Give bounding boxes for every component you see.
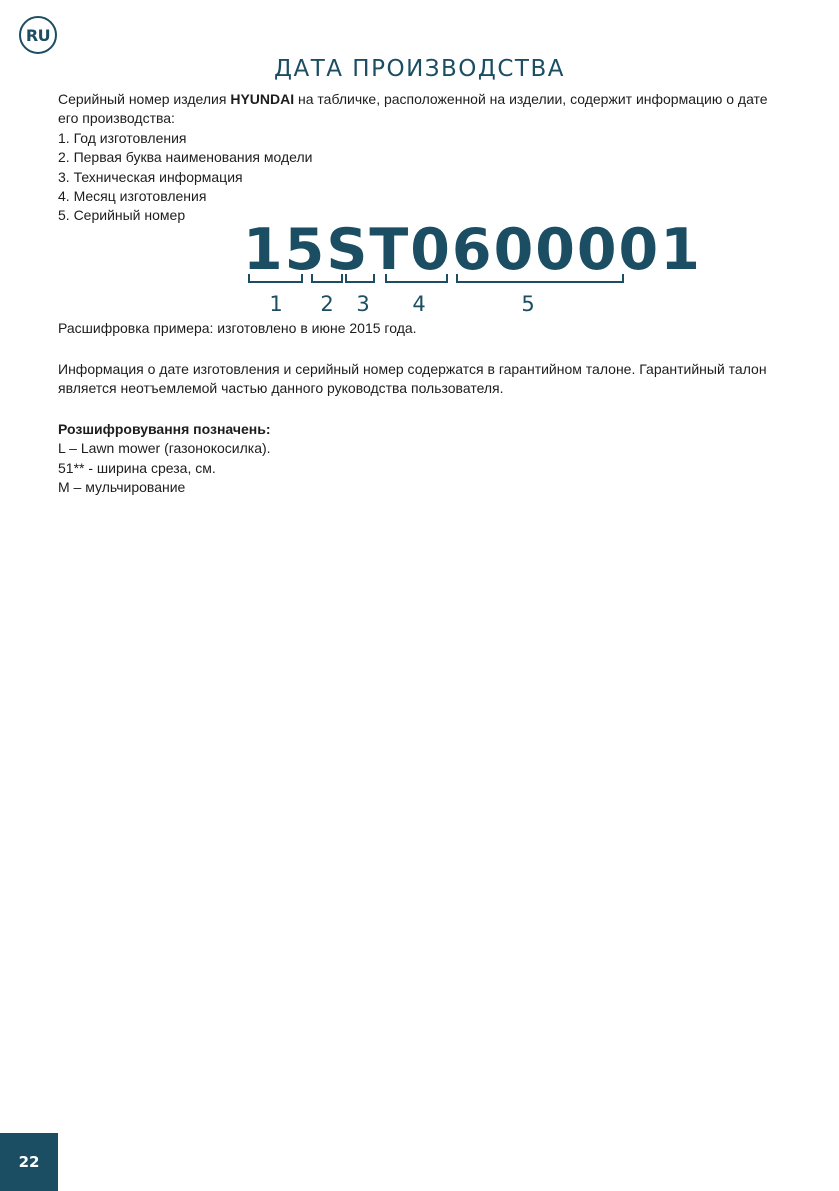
segment-label-1: 1 <box>269 292 283 316</box>
intro-paragraph <box>58 90 778 129</box>
parts-list <box>58 129 778 226</box>
page-number: 22 <box>18 1153 40 1171</box>
list-item: 2. Первая буква наименования модели <box>58 149 313 166</box>
list-item: 3. Техническая информация <box>58 168 243 185</box>
segment-bracket-2 <box>311 274 343 283</box>
segment-bracket-1 <box>248 274 303 283</box>
legend-section <box>58 420 271 498</box>
intro-text-after: на табличке, расположенной на изделии, содержит информацию о дате его производства: <box>58 91 768 127</box>
legend-item: L – Lawn mower (газонокосилка). <box>58 440 271 457</box>
list-item: 4. Месяц изготовления <box>58 188 207 205</box>
info-text: Информация о дате изготовления и серийный номер содержатся в гарантийном талоне. Гарантийный талон является неотъемлемой частью данного руководства пользователя. <box>58 361 767 397</box>
legend-list <box>58 439 271 497</box>
segment-label-2: 2 <box>320 292 334 316</box>
brand-name: HYUNDAI <box>230 91 295 107</box>
intro-section <box>58 90 778 226</box>
segment-bracket-3 <box>345 274 375 283</box>
language-badge-label: RU <box>25 25 51 45</box>
page-number-tab <box>0 1133 58 1191</box>
page-title: ДАТА ПРОИЗВОДСТВА <box>274 56 565 82</box>
language-badge <box>19 16 57 54</box>
intro-text-before: Серийный номер изделия <box>58 91 231 107</box>
example-text: Расшифровка примера: изготовлено в июне 2015 года. <box>58 320 417 336</box>
segment-label-4: 4 <box>412 292 426 316</box>
segment-label-3: 3 <box>356 292 370 316</box>
legend-item: 51** - ширина среза, см. <box>58 459 216 476</box>
serial-code: 15ST0600001 <box>243 217 702 283</box>
list-item: 5. Серийный номер <box>58 207 186 224</box>
list-item: 1. Год изготовления <box>58 129 187 146</box>
legend-item: M – мульчирование <box>58 479 186 496</box>
legend-title: Розшифровування позначень: <box>58 421 271 437</box>
segment-label-5: 5 <box>521 292 535 316</box>
segment-bracket-4 <box>385 274 448 283</box>
segment-bracket-5 <box>456 274 624 283</box>
